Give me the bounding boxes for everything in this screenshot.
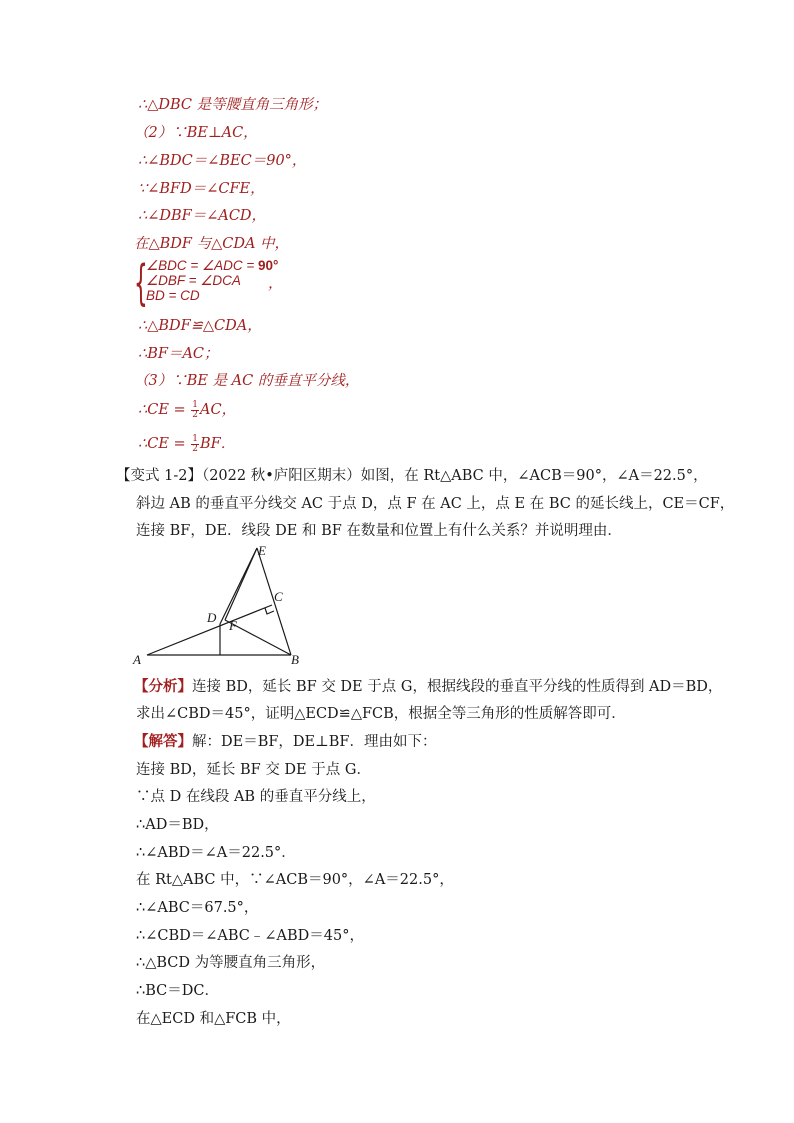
solution-line: ∵点 D 在线段 AB 的垂直平分线上， xyxy=(136,789,376,805)
label-D: D xyxy=(207,610,217,625)
system-row: ∠DBF = ∠DCA xyxy=(146,273,241,288)
label-A: A xyxy=(133,652,141,667)
text-line: ∴CE = $\frac{1}{2}$ BF． xyxy=(138,433,236,454)
fraction: $\frac{1}{2}$ xyxy=(192,433,199,454)
text-line: ∴CE = $\frac{1}{2}$ AC， xyxy=(138,399,237,420)
analysis-line: 求出∠CBD＝45°，证明△ECD≌△FCB，根据全等三角形的性质解答即可． xyxy=(136,706,626,722)
solution-line: ∴AD＝BD， xyxy=(136,817,219,833)
text-line: ∴△DBC 是等腰直角三角形； xyxy=(138,97,328,113)
question-line: 【变式 1-2】（2022 秋•庐阳区期末）如图，在 Rt△ABC 中，∠ACB＝90°，∠A＝22.5°， xyxy=(116,468,708,484)
text-line: ∴△BDF≌△CDA， xyxy=(138,318,262,334)
right-angle-mark xyxy=(265,608,274,614)
geometry-figure xyxy=(130,538,310,670)
text-line: ∴∠BDC＝∠BEC＝90°， xyxy=(138,153,307,169)
solution-line: ∴∠ABD＝∠A＝22.5°． xyxy=(136,845,296,861)
solution-line: 连接 BD，延长 BF 交 DE 于点 G． xyxy=(136,762,371,778)
text-line: ∴∠DBF＝∠ACD， xyxy=(138,208,267,224)
system-brace: { xyxy=(134,255,148,311)
solution-line: ∴∠ABC＝67.5°， xyxy=(136,900,259,916)
text-line: ∵∠BFD＝∠CFE， xyxy=(138,181,265,197)
label-E: E xyxy=(258,543,266,558)
text-line: （3）∵BE 是 AC 的垂直平分线， xyxy=(134,373,360,389)
analysis-line: 【分析】连接 BD，延长 BF 交 DE 于点 G，根据线段的垂直平分线的性质得到 AD＝BD， xyxy=(134,678,723,695)
solution-line: ∴BC＝DC． xyxy=(136,983,219,999)
solution-line: ∴△BCD 为等腰直角三角形， xyxy=(136,955,326,971)
text-line: （2）∵BE⊥AC， xyxy=(134,125,258,141)
system-row: BD = CD xyxy=(146,288,200,303)
solution-line: 【解答】解：DE＝BF，DE⊥BF．理由如下： xyxy=(134,733,437,750)
fraction: $\frac{1}{2}$ xyxy=(192,399,199,420)
system-comma: ， xyxy=(268,276,283,292)
system-row: ∠BDC = ∠ADC = 90° xyxy=(146,258,279,273)
equation-system xyxy=(146,258,278,303)
label-B: B xyxy=(291,652,299,667)
solution-line: 在 Rt△ABC 中，∵∠ACB＝90°，∠A＝22.5°， xyxy=(136,872,454,888)
question-line: 连接 BF，DE．线段 DE 和 BF 在数量和位置上有什么关系？并说明理由． xyxy=(136,523,622,539)
question-line: 斜边 AB 的垂直平分线交 AC 于点 D，点 F 在 AC 上，点 E 在 BC 的延长线上，CE＝CF， xyxy=(136,496,735,512)
text-line: ∴BF＝AC； xyxy=(138,346,219,362)
solution-line: 在△ECD 和△FCB 中， xyxy=(136,1011,291,1027)
segment-FE xyxy=(225,548,257,620)
solution-line: ∴∠CBD＝∠ABC﹣∠ABD＝45°， xyxy=(136,928,364,944)
label-F: F xyxy=(229,618,237,633)
label-C: C xyxy=(274,589,283,604)
text-line: 在△BDF 与△CDA 中， xyxy=(134,236,290,252)
